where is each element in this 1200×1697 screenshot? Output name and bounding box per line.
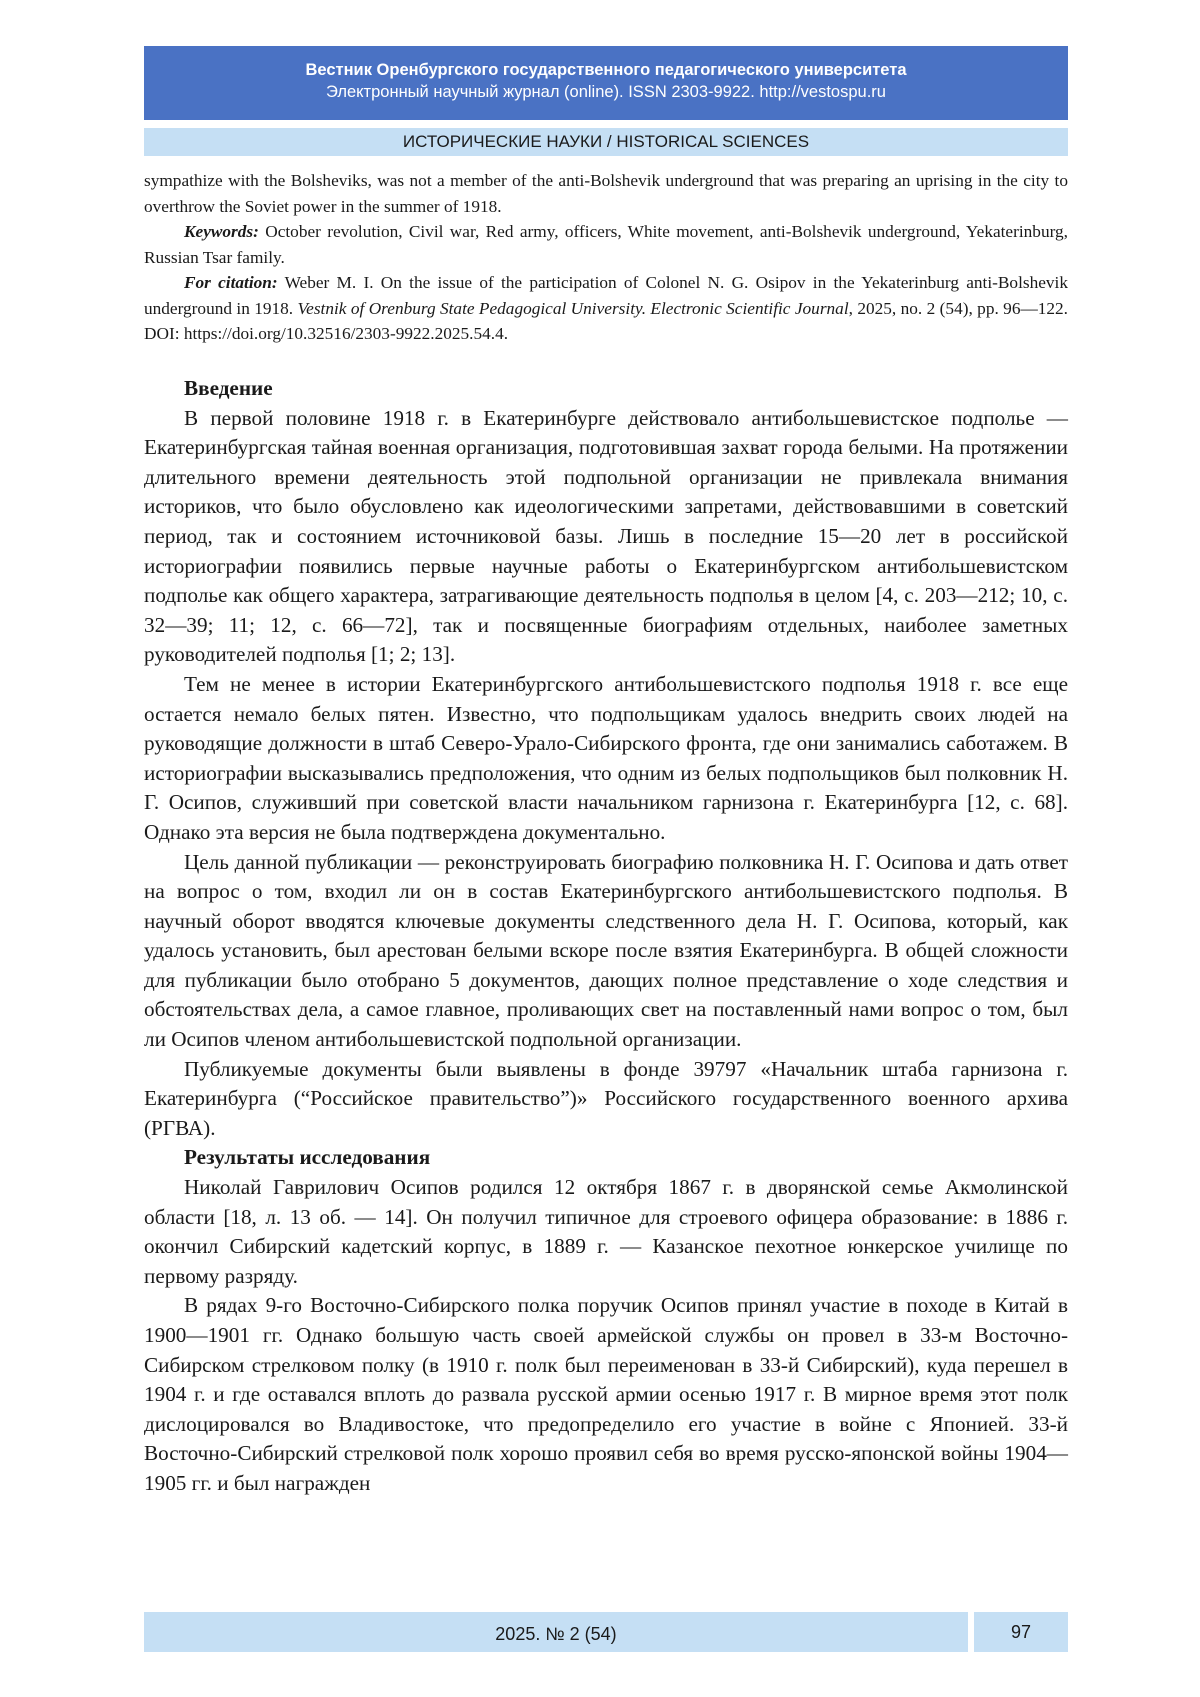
- citation-text-2: , 2025, no. 2 (54), pp. 96—122. DOI: https://doi.org/10.32516/2303-9922.2025.54.4.: [144, 298, 1068, 343]
- paragraph: Николай Гаврилович Осипов родился 12 октября 1867 г. в дворянской семье Акмолинской области [18, л. 13 об. — 14]. Он получил типичное для строевого офицера образование: в 1886 г. окончил Сибирский кадетский корпус, в 1889 г. — Казанское пехотное юнкерское училище по первому разряду.: [144, 1175, 1068, 1288]
- journal-header: [144, 46, 1068, 120]
- abstract: [144, 168, 1068, 347]
- heading-introduction: Введение: [184, 376, 273, 400]
- journal-subtitle: Электронный научный журнал (online). ISSN 2303-9922. http://vestospu.ru: [326, 83, 886, 101]
- section-bar: ИСТОРИЧЕСКИЕ НАУКИ / HISTORICAL SCIENCES: [144, 128, 1068, 156]
- heading-results: Результаты исследования: [184, 1145, 431, 1170]
- paragraph: В рядах 9-го Восточно-Сибирского полка поручик Осипов принял участие в походе в Китай в 1900—1901 гг. Однако большую часть своей армейской службы он провел в 33-м Восточно-Сибирском стрелковом полку (в 1910 г. полк был переименован в 33-й Сибирский), куда перешел в 1904 г. и где оставался вплоть до развала русской армии осенью 1917 г. В мирное время этот полк дислоцировался во Владивостоке, что предопределило его участие в войне с Японией. 33-й Восточно-Сибирский стрелковой полк хорошо проявил себя во время русско-японской войны 1904—1905 гг. и был награжден: [144, 1293, 1068, 1495]
- keywords-label: Keywords:: [184, 222, 259, 241]
- paragraph: Тем не менее в истории Екатеринбургского антибольшевистского подполья 1918 г. все еще остается немало белых пятен. Известно, что подпольщикам удалось внедрить своих людей на руководящие должности в штаб Северо-Урало-Сибирского фронта, где они занимались саботажем. В историографии высказывались предположения, что одним из белых подпольщиков был полковник Н. Г. Осипов, служивший при советской власти начальником гарнизона г. Екатеринбурга [12, с. 68]. Однако эта версия не была подтверждена документально.: [144, 671, 1068, 844]
- keywords-text: October revolution, Civil war, Red army, officers, White movement, anti-Bolshevik underground, Yekaterinburg, Russian Tsar family.: [144, 222, 1068, 267]
- keywords: [144, 219, 1068, 270]
- citation-label: For citation:: [184, 273, 278, 292]
- paragraph: Публикуемые документы были выявлены в фонде 39797 «Начальник штаба гарнизона г. Екатеринбурга (“Российское правительство”)» Российского государственного военного архива (РГВА).: [144, 1056, 1068, 1140]
- article-body: [144, 374, 1068, 1499]
- citation: [144, 270, 1068, 347]
- page-number: 97: [974, 1612, 1068, 1652]
- abstract-continuation: sympathize with the Bolsheviks, was not a member of the anti-Bolshevik underground that was preparing an uprising in the city to overthrow the Soviet power in the summer of 1918.: [144, 171, 1068, 216]
- footer-issue: 2025. № 2 (54): [144, 1612, 968, 1652]
- paragraph: Цель данной публикации — реконструировать биографию полковника Н. Г. Осипова и дать ответ на вопрос о том, входил ли он в состав Екатеринбургского антибольшевистского подполья. В научный оборот вводятся ключевые документы следственного дела Н. Г. Осипова, который, как удалось установить, был арестован белыми вскоре после взятия Екатеринбурга. В общей сложности для публикации было отобрано 5 документов, дающих полное представление о ходе следствия и обстоятельствах дела, а самое главное, проливающих свет на поставленный нами вопрос о том, был ли Осипов членом антибольшевистской подпольной организации.: [144, 849, 1068, 1052]
- paragraph: В первой половине 1918 г. в Екатеринбурге действовало антибольшевистское подполье — Екатеринбургская тайная военная организация, подготовившая захват города белыми. На протяжении длительного времени деятельность этой подпольной организации не привлекала внимания историков, что было обусловлено как идеологическими запретами, действовавшими в советский период, так и состоянием источниковой базы. Лишь в последние 15—20 лет в российской историографии появились первые научные работы о Екатеринбургском антибольшевистском подполье как общего характера, затрагивающие деятельность подполья в целом [4, с. 203—212; 10, с. 32—39; 11; 12, с. 66—72], так и посвященные биографиям отдельных, наиболее заметных руководителей подполья [1; 2; 13].: [144, 405, 1068, 667]
- journal-title: Вестник Оренбургского государственного педагогического университета: [305, 61, 907, 79]
- citation-text-1: Weber M. I. On the issue of the participation of Colonel N. G. Osipov in the Yekaterinburg anti-Bolshevik underground in 1918.: [144, 273, 1068, 318]
- citation-journal: Vestnik of Orenburg State Pedagogical University. Electronic Scientific Journal: [297, 298, 849, 318]
